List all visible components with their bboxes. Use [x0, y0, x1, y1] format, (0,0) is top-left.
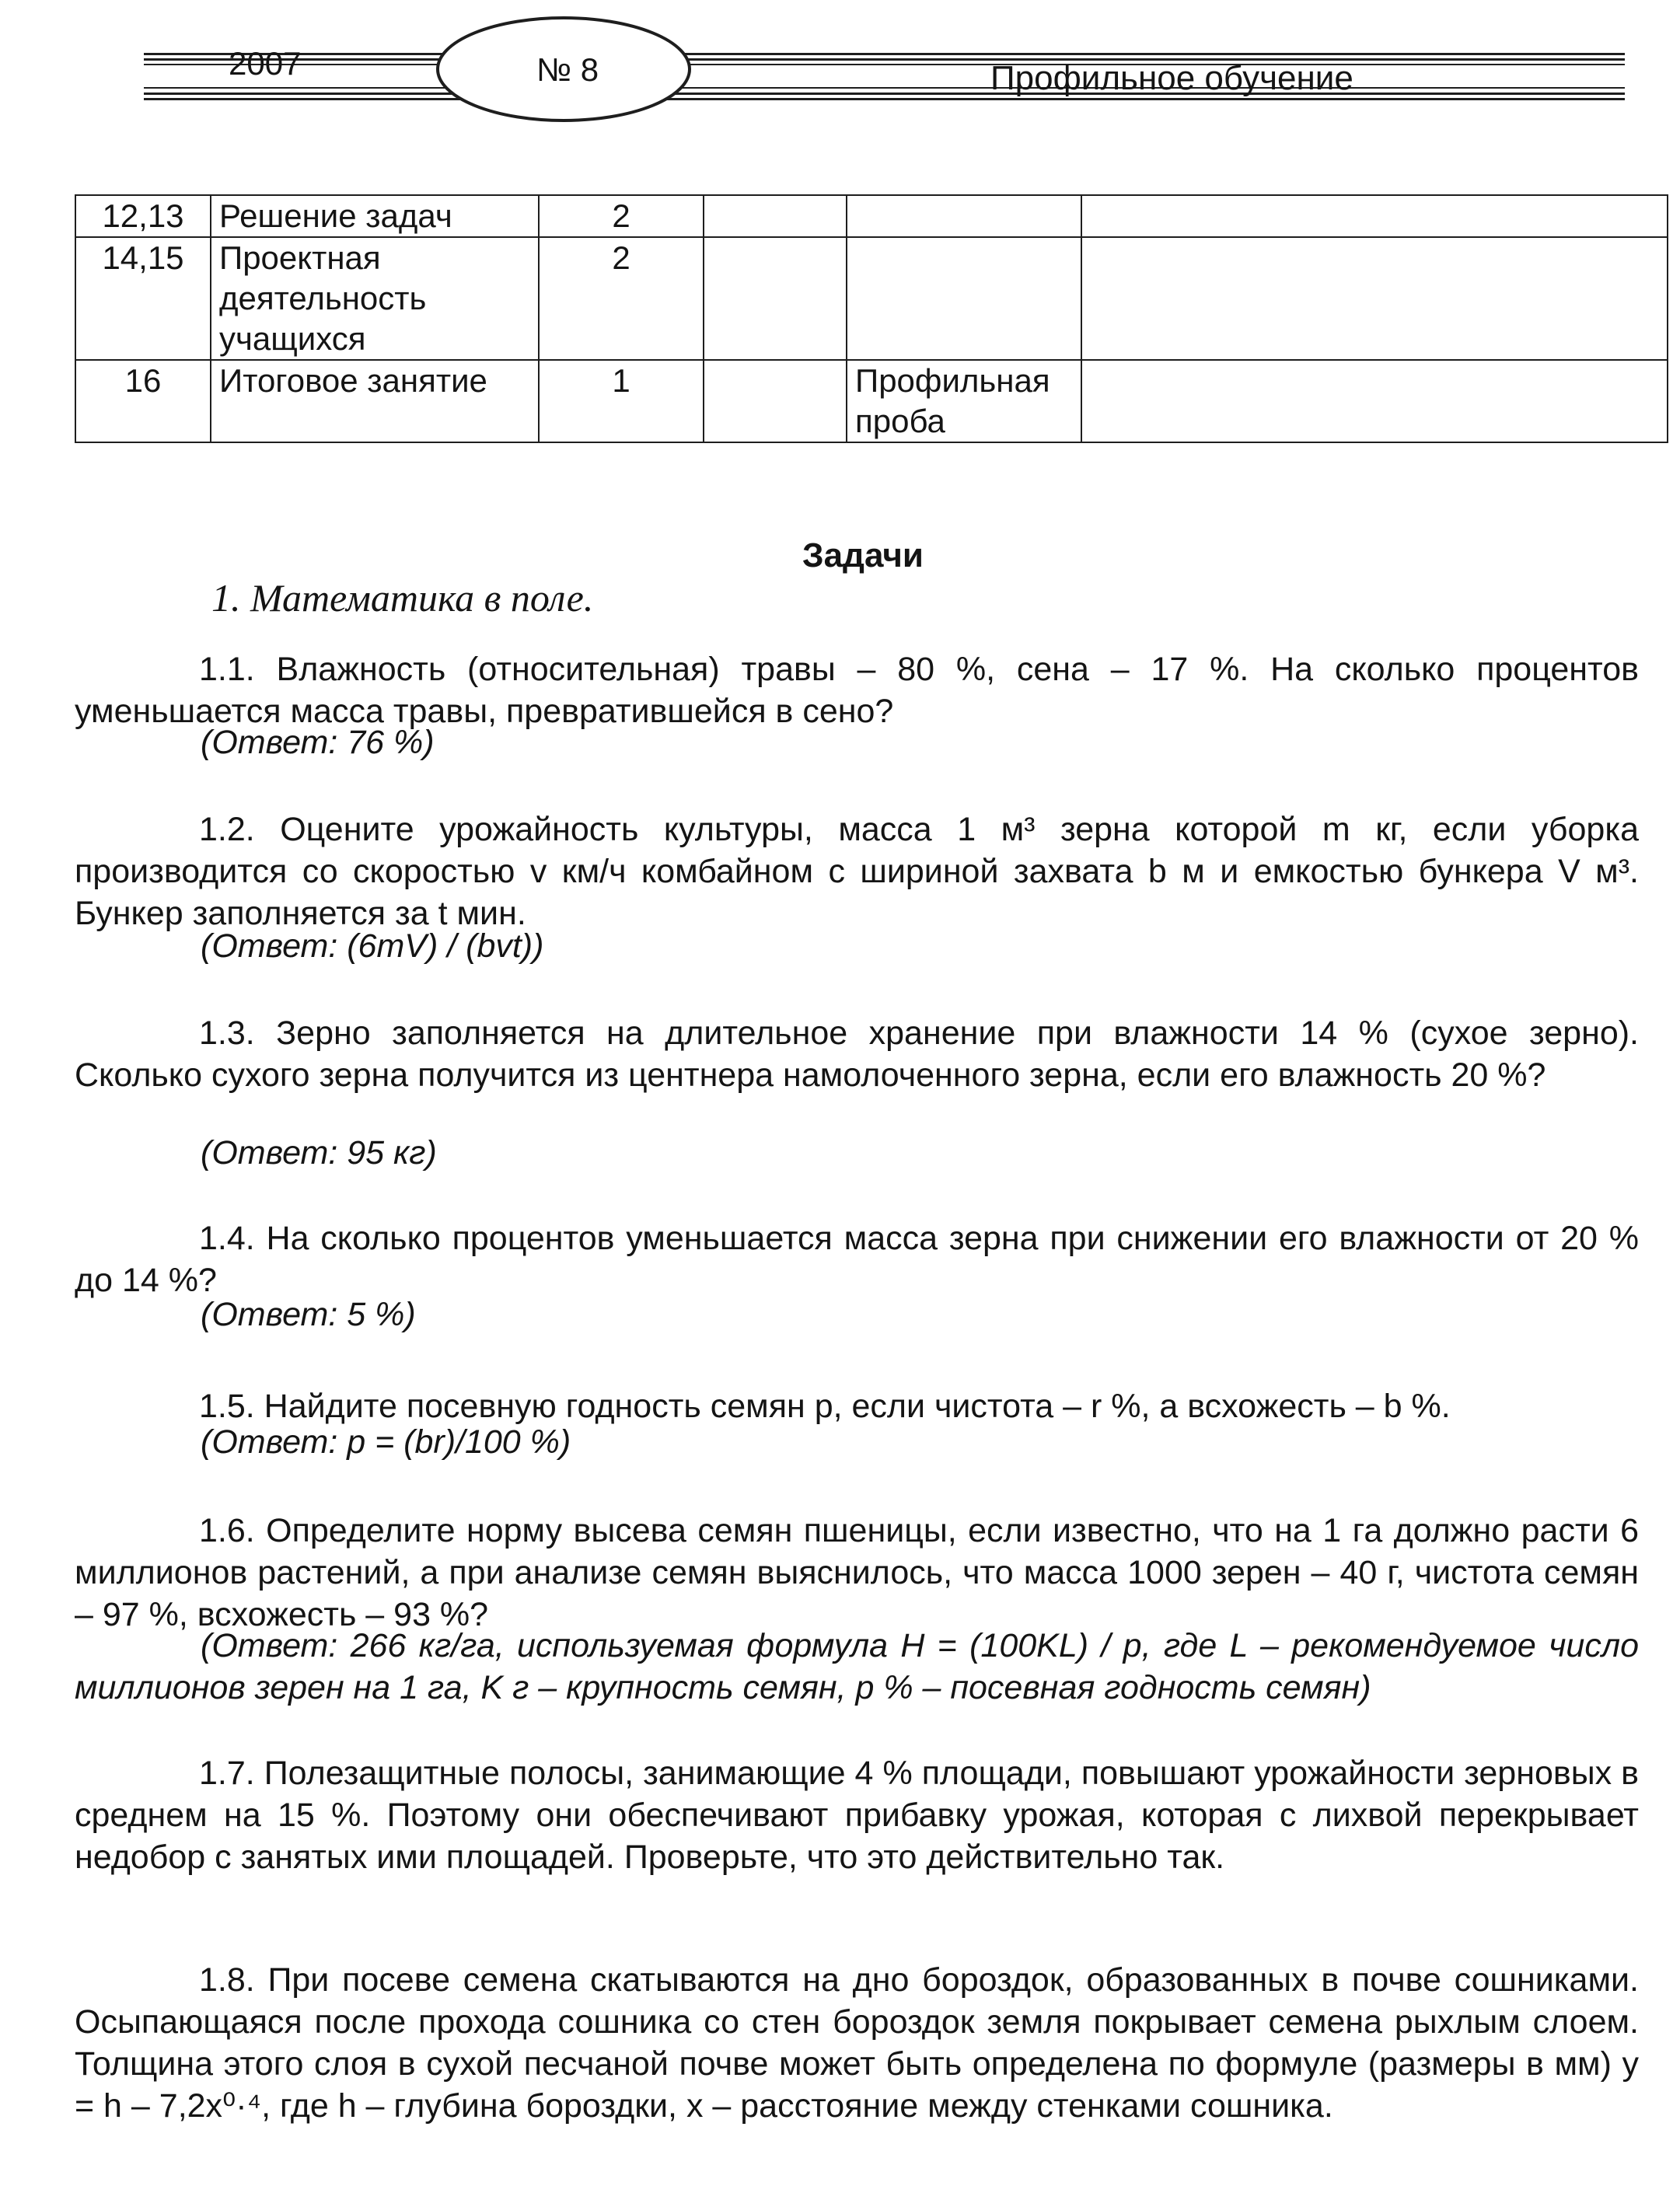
header-issue-number: № 8: [536, 51, 599, 88]
table-row: [75, 360, 1668, 442]
problem-1-3: 1.3. Зерно заполняется на длительное хранение при влажности 14 % (сухое зерно). Сколько сухого зерна получится из центнера намолоченного зерна, если его влажность 20 %?: [75, 1014, 1639, 1094]
header-journal-title: Профильное обучение: [990, 59, 1353, 97]
row-topic: Решение задач: [211, 195, 539, 237]
problem-answer: (Ответ: 95 кг): [201, 1134, 437, 1172]
section-title: 1. Математика в поле.: [211, 576, 594, 620]
row-hours: 2: [539, 237, 704, 360]
row-number: 16: [75, 360, 211, 442]
problem-answer: (Ответ: 76 %): [201, 724, 435, 761]
row-empty-cell: [704, 195, 847, 237]
table-row: [75, 195, 1668, 237]
row-note: [847, 195, 1081, 237]
row-topic: Проектная деятельность учащихся: [211, 237, 539, 360]
row-empty-cell: [704, 237, 847, 360]
row-empty-cell: [704, 360, 847, 442]
row-note: [847, 237, 1081, 360]
problem-1-7: 1.7. Полезащитные полосы, занимающие 4 % площади, повышают урожайности зерновых в среднем на 15 %. Поэтому они обеспечивают прибавку урожая, которая с лихвой перекрывает недобор с занятых ими площадей. Проверьте, что это действительно так.: [75, 1755, 1639, 1876]
row-note: Профильная проба: [847, 360, 1081, 442]
section-heading: Задачи: [802, 536, 924, 574]
problem-text: [75, 1012, 1639, 1096]
problem-1-6: 1.6. Определите норму высева семян пшеницы, если известно, что на 1 га должно расти 6 миллионов растений, а при анализе семян выяснилось, что масса 1000 зерен – 40 г, чистота семян – 97 %, всхожесть – 93 %?: [75, 1512, 1639, 1633]
problem-1-4: 1.4. На сколько процентов уменьшается масса зерна при снижении его влажности от 20 % до 14 %?: [75, 1220, 1639, 1299]
problem-text: [75, 1217, 1639, 1301]
problem-1-8: 1.8. При посеве семена скатываются на дно бороздок, образованных в почве сошниками. Осыпающаяся после прохода сошника со стен бороздок земля покрывает семена рыхлым слоем. Толщина этого слоя в сухой песчаной почве может быть определена по формуле (размеры в мм) y = h – 7,2x⁰·⁴, где h – глубина бороздки, x – расстояние между стенками сошника.: [75, 1961, 1639, 2125]
row-number: 14,15: [75, 237, 211, 360]
problem-text: [75, 1959, 1639, 2127]
problem-text: [75, 808, 1639, 934]
problem-text: [75, 1752, 1639, 1878]
row-number: 12,13: [75, 195, 211, 237]
problem-text: [75, 648, 1639, 732]
header-year: 2007: [229, 45, 302, 82]
row-empty-cell: [1081, 360, 1668, 442]
problem-answer: (Ответ: 5 %): [201, 1296, 416, 1333]
program-table: [75, 194, 1668, 443]
row-empty-cell: [1081, 237, 1668, 360]
problem-1-5: 1.5. Найдите посевную годность семян p, если чистота – r %, а всхожесть – b %.: [199, 1388, 1451, 1425]
problem-answer: (Ответ: (6mV) / (bvt)): [201, 927, 544, 965]
problem-1-2: 1.2. Оцените урожайность культуры, масса 1 м³ зерна которой m кг, если уборка производится со скоростью v км/ч комбайном с шириной захвата b м и емкостью бункера V м³. Бункер заполняется за t мин.: [75, 811, 1639, 932]
problem-1-1: 1.1. Влажность (относительная) травы – 80 %, сена – 17 %. На сколько процентов уменьшается масса травы, превратившейся в сено?: [75, 651, 1639, 730]
problem-answer: (Ответ: p = (br)/100 %): [201, 1423, 571, 1461]
row-topic: Итоговое занятие: [211, 360, 539, 442]
row-empty-cell: [1081, 195, 1668, 237]
problem-answer: [75, 1625, 1639, 1709]
row-hours: 1: [539, 360, 704, 442]
problem-1-6-answer: (Ответ: 266 кг/га, используемая формула H = (100KL) / p, где L – рекомендуемое число миллионов зерен на 1 га, K г – крупность семян, p % – посевная годность семян): [75, 1627, 1639, 1706]
problem-text: [75, 1510, 1639, 1636]
table-row: [75, 237, 1668, 360]
row-hours: 2: [539, 195, 704, 237]
